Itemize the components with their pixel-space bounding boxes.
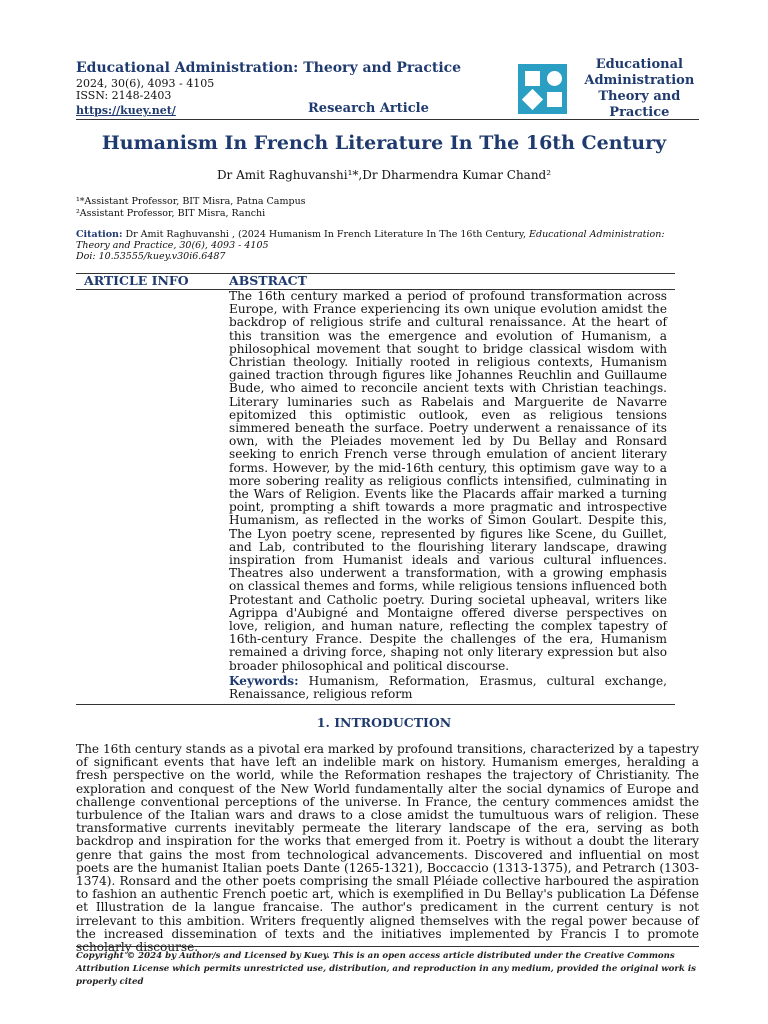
article-info-heading: ARTICLE INFO [84,273,189,288]
copyright-footer: Copyright © 2024 by Author/s and Licensed by Kuey. This is an open access article distributed under the Creative Commons Attribution License which permits unrestricted use, distribution, and reproduction in any medium, provided the original work is properly cited [76,951,696,987]
authors: Dr Amit Raghuvanshi¹*,Dr Dharmendra Kumar Chand² [216,168,552,182]
journal-title: Educational Administration: Theory and Practice [76,60,462,76]
article-type: Research Article [308,101,429,116]
table-bottom-rule [76,704,675,705]
keywords-text: Humanism, Reformation, Erasmus, cultural exchange, Renaissance, religious reform [229,674,667,702]
abstract-text: The 16th century marked a period of profound transformation across Europe, with France experiencing its own unique evolution amidst the backdrop of religious strife and cultural renaissance. At the heart of this transition was the emergence and evolution of Humanism, a philosophical movement that sought to bridge classical wisdom with Christian theology. Initially rooted in religious contexts, Humanism gained traction through figures like Johannes Reuchlin and Guillaume Bude, who aimed to reconcile ancient texts with Christian teachings. Literary luminaries such as Rabelais and Marguerite de Navarre epitomized this optimistic outlook, even as religious tensions simmered beneath the surface. Poetry underwent a renaissance of its own, with the Pleiades movement led by Du Bellay and Ronsard seeking to enrich French verse through emulation of ancient literary forms. However, by the mid-16th century, this optimism gave way to a more sobering reality as religious conflicts intensified, culminating in the Wars of Religion. Events like the Placards affair marked a turning point, prompting a shift towards a more pragmatic and introspective Humanism, as reflected in the works of Simon Goulart. Despite this, The Lyon poetry scene, represented by figures like Scene, du Guillet, and Lab, contributed to the flourishing literary landscape, drawing inspiration from Humanist ideals and various cultural influences. Theatres also underwent a transformation, with a growing emphasis on classical themes and forms, while religious tensions influenced both Protestant and Catholic poetry. During societal upheaval, writers like Agrippa d'Aubigné and Montaigne offered diverse perspectives on love, religion, and human nature, reflecting the complex tapestry of 16th-century France. Despite the challenges of the era, Humanism remained a driving force, shaping not only literary expression but also broader philosophical and political discourse. [229,289,667,673]
citation-text: Dr Amit Raghuvanshi , (2024 Humanism In French Literature In The 16th Century, [122,229,530,240]
logo-text: Educational Administration Theory and Practice [584,57,695,120]
citation-journal: Educational Administration: Theory and Practice, 30(6), 4093 - 4105 [76,229,665,251]
journal-logo [518,57,708,120]
logo-mark-icon [518,64,567,114]
introduction-heading: 1. INTRODUCTION [316,715,452,730]
journal-url-link[interactable]: https://kuey.net/ [76,104,176,117]
affiliation-2: ²Assistant Professor, BIT Misra, Ranchi [76,208,266,219]
abstract-heading: ABSTRACT [229,273,307,288]
introduction-text: The 16th century stands as a pivotal era marked by profound transitions, characterized by a tapestry of significant events that have left an indelible mark on history. Humanism emerges, heralding a fresh perspective on the world, while the Reformation reshapes the trajectory of Christianity. The exploration and conquest of the New World fundamentally alter the social dynamics of Europe and challenge conventional perceptions of the universe. In France, the century commences amidst the turbulence of the Italian wars and draws to a close amidst the tumultuous wars of religion. These transformative currents inevitably permeate the literary landscape of the era, serving as both backdrop and inspiration for the works that emerged from it. Poetry is without a doubt the literary genre that gains the most from technological advancements. Discovered and influential on most poets are the humanist Italian poets Dante (1265-1321), Boccaccio (1313-1375), and Petrarch (1303-1374). Ronsard and the other poets comprising the small Pléiade collective harboured the aspiration to fashion an authentic French poetic art, which is exemplified in Du Bellay's publication La Défense et Illustration de la langue francaise. The author's predicament in the current century is not irrelevant to this ambition. Writers frequently aligned themselves with the regal power because of the increased dissemination of texts and the initiatives implemented by Francis I to promote scholarly discourse. [76,742,699,955]
journal-issn: ISSN: 2148-2403 [76,89,172,102]
keywords [229,675,667,701]
citation-doi: Doi: 10.53555/kuey.v30i6.6487 [76,251,226,262]
citation-label: Citation: [76,229,123,240]
citation-block [76,229,701,262]
header-divider [76,119,699,120]
affiliation-1: ¹*Assistant Professor, BIT Misra, Patna Campus [76,196,306,207]
paper-title: Humanism In French Literature In The 16th Century [101,132,667,154]
journal-volume: 2024, 30(6), 4093 - 4105 [76,77,215,90]
footer-divider [76,946,699,947]
keywords-label: Keywords: [229,674,299,688]
